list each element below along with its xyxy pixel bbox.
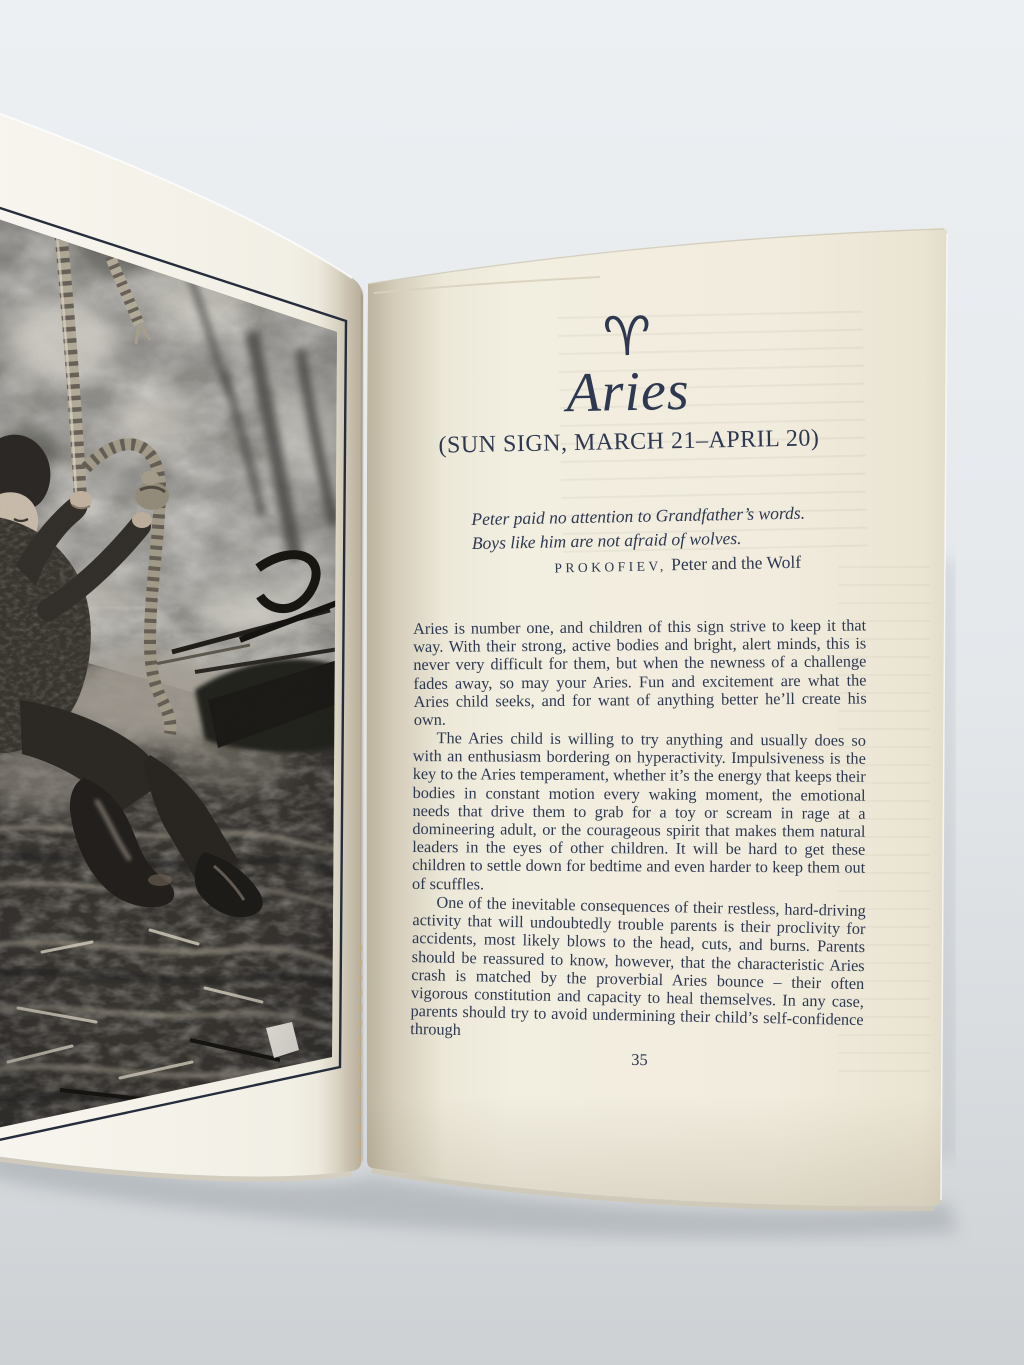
page-number: 35 [631, 1049, 648, 1070]
epigraph-attribution [554, 550, 870, 580]
aries-zodiac-icon: ♈ [602, 304, 652, 369]
right-page-content [400, 288, 868, 1070]
paragraph: One of the inevitable consequences of their restless, hard-driving activity that will undoubtedly trouble parents is their proclivity for accidents, most likely blows to the head, cuts, and burns. Parents should be reassured to know, however, that the characteristic Aries crash is matched by the proverbial Aries bounce – their often vigorous constitution and capacity to heal themselves. In any case, parents should try to avoid undermining their child’s self-confidence through [410, 892, 866, 1040]
epigraph-line: Boys like him are not afraid of wolves. [471, 528, 742, 554]
chapter-title: Aries [565, 359, 691, 425]
paragraph: The Aries child is willing to try anything and usually does so with an enthusiasm bordering on hyperactivity. Impulsiveness is the key to the Aries temperament, whether it’s the energy that keeps their bodies in constant motion every waking moment, the emotional needs that drive them to grab for a toy or scream in rage at a domineering adult, or the courageous spirit that makes them natural leaders in the eyes of other children. It will be hard to get these children to settle down for bedtime and even harder to keep them out of scuffles. [412, 728, 866, 894]
composer-name: PROKOFIEV, [554, 558, 667, 576]
swing-photograph [0, 210, 348, 1137]
chapter-heading [387, 305, 870, 582]
work-title: Peter and the Wolf [670, 551, 802, 575]
paragraph: Aries is number one, and children of this sign strive to keep it that way. With their strong, active bodies and bright, alert minds, this is never very difficult for them, but when the newness of a challenge fades away, so may your Aries. Fun and excitement are what the Aries child seeks, and for want of anything better he’ll create his own. [412, 615, 867, 730]
sun-sign-date-range: (SUN SIGN, MARCH 21–APRIL 20) [438, 425, 820, 459]
gutter-crease [361, 292, 363, 1162]
epigraph [471, 500, 870, 582]
epigraph-line: Peter paid no attention to Grandfather’s words. [471, 502, 806, 530]
binding-stitches [360, 945, 361, 1162]
body-text [410, 615, 867, 1040]
